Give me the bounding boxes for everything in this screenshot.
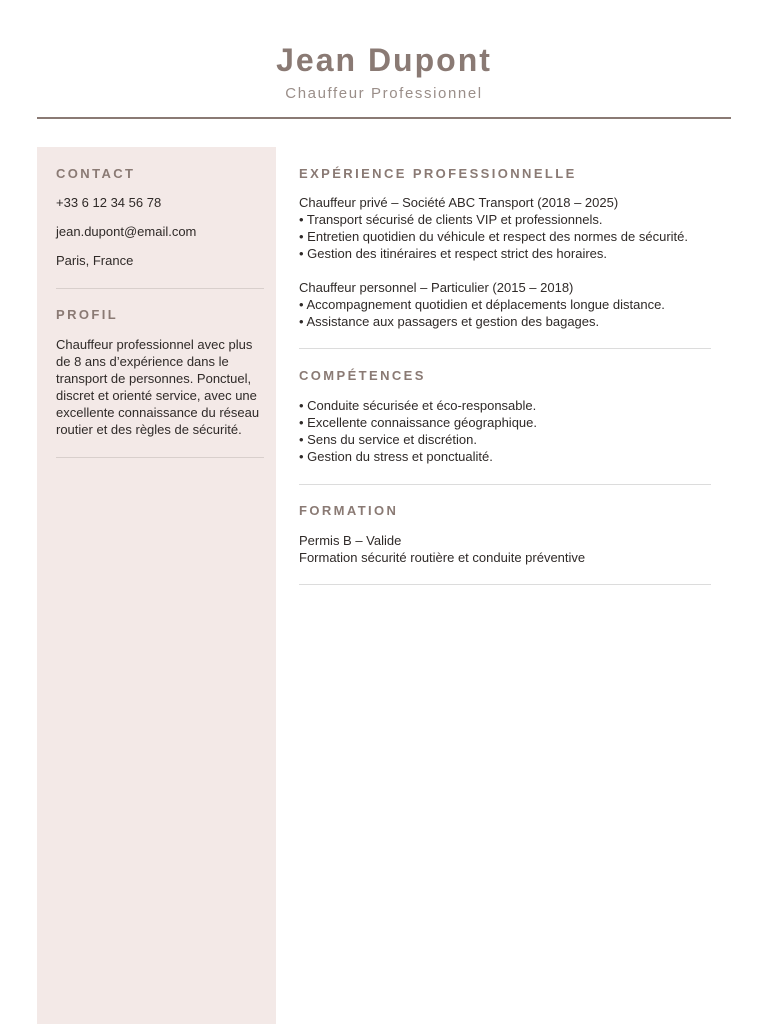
contact-section — [56, 166, 264, 182]
header-divider — [37, 117, 731, 119]
sidebar-divider-1 — [56, 288, 264, 289]
skills-section — [299, 368, 711, 384]
sidebar-divider-2 — [56, 457, 264, 458]
job-bullet: • Assistance aux passagers et gestion des bagages. — [299, 314, 600, 329]
skills-list — [299, 397, 711, 465]
job-bullet: • Transport sécurisé de clients VIP et professionnels. — [299, 212, 603, 227]
candidate-name: Jean Dupont — [276, 42, 492, 78]
education-list — [299, 532, 711, 566]
main-divider-2 — [299, 484, 711, 485]
sidebar — [37, 147, 276, 1024]
job-bullet: • Entretien quotidien du véhicule et respect des normes de sécurité. — [299, 229, 688, 244]
candidate-title: Chauffeur Professionnel — [285, 85, 483, 102]
skill-item: • Conduite sécurisée et éco-responsable. — [299, 398, 537, 413]
profile-section — [56, 307, 264, 323]
job-title: Chauffeur personnel – Particulier (2015 – 2018) — [299, 280, 574, 295]
contact-email-row — [56, 223, 264, 240]
contact-heading: CONTACT — [56, 166, 136, 181]
main-divider-1 — [299, 348, 711, 349]
contact-location: Paris, France — [56, 253, 134, 268]
education-heading: FORMATION — [299, 503, 399, 518]
education-section — [299, 503, 711, 519]
contact-phone-row — [56, 194, 264, 211]
education-item: Formation sécurité routière et conduite préventive — [299, 550, 586, 565]
job-bullet: • Gestion des itinéraires et respect strict des horaires. — [299, 246, 608, 261]
skill-item: • Excellente connaissance géographique. — [299, 415, 537, 430]
contact-phone: +33 6 12 34 56 78 — [56, 195, 162, 210]
job-2 — [299, 279, 711, 330]
main-divider-3 — [299, 584, 711, 585]
experience-section — [299, 166, 711, 182]
skill-item: • Gestion du stress et ponctualité. — [299, 449, 493, 464]
skills-heading: COMPÉTENCES — [299, 368, 426, 383]
job-1 — [299, 194, 711, 262]
experience-heading: EXPÉRIENCE PROFESSIONNELLE — [299, 166, 577, 181]
contact-location-row — [56, 252, 264, 269]
job-bullet: • Accompagnement quotidien et déplacements longue distance. — [299, 297, 665, 312]
education-item: Permis B – Valide — [299, 533, 402, 548]
job-title: Chauffeur privé – Société ABC Transport (2018 – 2025) — [299, 195, 619, 210]
profile-heading: PROFIL — [56, 307, 119, 322]
profile-body — [56, 336, 264, 438]
profile-text: Chauffeur professionnel avec plus de 8 ans d’expérience dans le transport de personnes. Ponctuel, discret et orienté service, avec une excellente connaissance du réseau routier et des règles de sécurité. — [56, 337, 260, 437]
skill-item: • Sens du service et discrétion. — [299, 432, 477, 447]
contact-email: jean.dupont@email.com — [56, 224, 197, 239]
